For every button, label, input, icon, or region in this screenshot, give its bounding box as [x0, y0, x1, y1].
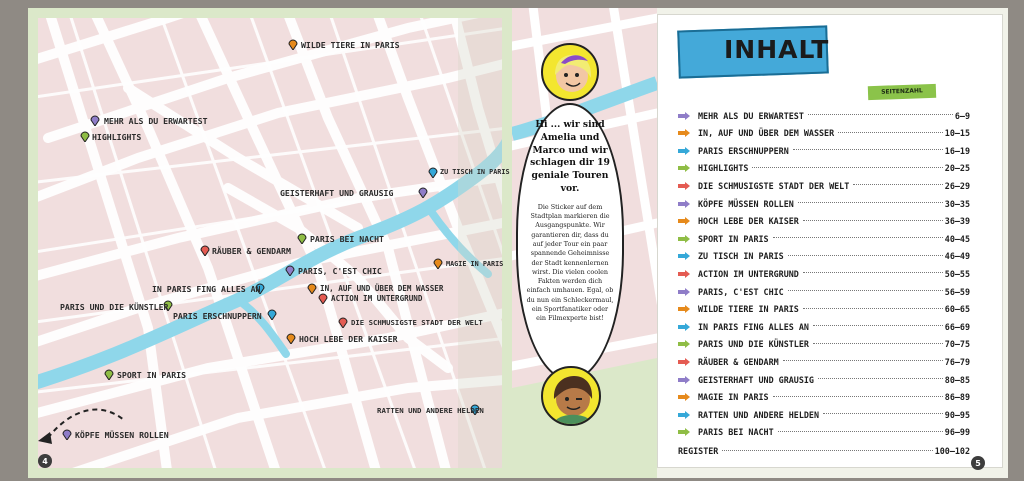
amelia-avatar	[541, 43, 599, 101]
toc-title: HIGHLIGHTS	[698, 163, 749, 174]
toc-row[interactable]	[678, 354, 970, 369]
map-label-geisterhaft: GEISTERHAFT UND GRAUSIG	[280, 188, 394, 198]
toc-page-range: 6–9	[954, 110, 970, 121]
arrow-icon	[678, 182, 690, 190]
map-pin-sport	[104, 368, 114, 380]
map-label-untergrund: ACTION IM UNTERGRUND	[331, 294, 423, 303]
toc-page-range: 60–65	[944, 304, 970, 315]
toc-title: MAGIE IN PARIS	[698, 392, 769, 403]
map-pin-geisterhaft	[418, 186, 428, 198]
toc-title: PARIS, C'EST CHIC	[698, 286, 784, 297]
toc-page-range: 10–15	[944, 128, 970, 139]
arrow-icon	[678, 393, 690, 401]
toc-row[interactable]	[678, 143, 970, 158]
toc-title: GEISTERHAFT UND GRAUSIG	[698, 374, 814, 385]
toc-row[interactable]	[678, 302, 970, 317]
map-label-wilde-tiere: WILDE TIERE IN PARIS	[301, 40, 400, 50]
arrow-icon	[678, 112, 690, 120]
map-label-raeuber: RÄUBER & GENDARM	[212, 246, 291, 256]
map-label-koepfe: KÖPFE MÜSSEN ROLLEN	[75, 430, 169, 440]
map-pin-bei-nacht	[297, 232, 307, 244]
map-pin-koepfe	[62, 428, 72, 440]
bubble-sub-text: Die Sticker auf dem Stadtplan markieren die Ausgangspunkte. Wir garantieren dir, dass du auf jeder Tour ein paar spannende Geheimnisse der Stadt kennenlernen wirst. Die vielen coolen Fakten werden dich einfach umhauen. Egal, ob du nun ein Schleckermaul, ein Sportfanatiker oder ein Filmexperte bist!	[526, 202, 614, 323]
toc-page-range: 20–25	[944, 163, 970, 174]
arrow-icon	[678, 305, 690, 313]
map-pin-raeuber	[200, 244, 210, 256]
arrow-icon	[678, 147, 690, 155]
toc-row[interactable]	[678, 249, 970, 264]
page-number-left: 4	[38, 454, 52, 468]
toc-dots	[808, 114, 953, 115]
toc-title: PARIS ERSCHNUPPERN	[698, 145, 789, 156]
toc-row[interactable]	[678, 266, 970, 281]
arrow-icon	[678, 235, 690, 243]
toc-title: ZU TISCH IN PARIS	[698, 251, 784, 262]
toc-dots	[773, 237, 943, 238]
toc-dots	[773, 396, 943, 397]
toc-title: PARIS BEI NACHT	[698, 427, 774, 438]
toc-page-range: 86–89	[944, 392, 970, 403]
register-row[interactable]	[678, 446, 970, 456]
toc-title: MEHR ALS DU ERWARTEST	[698, 110, 804, 121]
arrow-icon	[678, 340, 690, 348]
map-label-bei-nacht: PARIS BEI NACHT	[310, 234, 384, 244]
toc-dots	[853, 184, 943, 185]
toc-title: RATTEN UND ANDERE HELDEN	[698, 409, 820, 420]
bubble-main-text: Hi ... wir sind Amelia und Marco und wir schlagen dir 19 geniale Touren vor.	[530, 119, 610, 194]
arrow-icon	[678, 376, 690, 384]
toc-row[interactable]	[678, 337, 970, 352]
toc-row[interactable]	[678, 178, 970, 193]
toc-row[interactable]	[678, 407, 970, 422]
toc-dots	[838, 132, 943, 133]
toc-dots	[788, 255, 943, 256]
toc-dots	[803, 220, 943, 221]
map-pin-schmusigste	[338, 316, 348, 328]
arrow-icon	[678, 428, 690, 436]
toc-title: IN, AUF UND ÜBER DEM WASSER	[698, 128, 835, 139]
toc-title: IN PARIS FING ALLES AN	[698, 321, 809, 332]
toc-page-range: 76–79	[944, 356, 970, 367]
toc-dots	[823, 413, 943, 414]
toc-dots	[803, 272, 943, 273]
toc-row[interactable]	[678, 284, 970, 299]
arrow-icon	[678, 200, 690, 208]
map-label-magie: MAGIE IN PARIS	[446, 260, 504, 268]
marco-avatar	[541, 366, 601, 426]
toc-page-range: 16–19	[944, 145, 970, 156]
map-label-zu-tisch: ZU TISCH IN PARIS	[440, 168, 510, 176]
map-pin-wilde-tiere	[288, 38, 298, 50]
toc-row[interactable]	[678, 425, 970, 440]
arrow-icon	[678, 411, 690, 419]
toc-title: PARIS UND DIE KÜNSTLER	[698, 339, 809, 350]
register-pages: 100–102	[934, 446, 970, 456]
map-pin-kaiser	[286, 332, 296, 344]
map-label-fing-alles-an: IN PARIS FING ALLES AN	[152, 284, 261, 294]
toc-title: RÄUBER & GENDARM	[698, 356, 779, 367]
toc-row[interactable]	[678, 161, 970, 176]
page-number-right: 5	[971, 456, 985, 470]
arrow-icon	[678, 323, 690, 331]
map-label-kuenstler: PARIS UND DIE KÜNSTLER	[60, 302, 169, 312]
toc-row[interactable]	[678, 214, 970, 229]
map-pin-erschnuppern	[267, 308, 277, 320]
toc-page-range: 30–35	[944, 198, 970, 209]
toc-row[interactable]	[678, 390, 970, 405]
arrow-icon	[678, 288, 690, 296]
map-label-ratten: RATTEN UND ANDERE HELDEN	[377, 406, 484, 415]
toc-title: KÖPFE MÜSSEN ROLLEN	[698, 198, 794, 209]
toc-page-range: 96–99	[944, 427, 970, 438]
toc-title: WILDE TIERE IN PARIS	[698, 304, 799, 315]
register-title: REGISTER	[678, 446, 719, 456]
arrow-icon	[678, 164, 690, 172]
toc-dots	[818, 378, 943, 379]
toc-title: SPORT IN PARIS	[698, 233, 769, 244]
toc-title: HOCH LEBE DER KAISER	[698, 216, 799, 227]
toc-dots	[803, 308, 943, 309]
arrow-icon	[678, 358, 690, 366]
arrow-icon	[678, 270, 690, 278]
toc-row[interactable]	[678, 372, 970, 387]
toc-dots	[752, 167, 942, 168]
toc-title: DIE SCHMUSIGSTE STADT DER WELT	[698, 180, 850, 191]
map-pin-chic	[285, 264, 295, 276]
map-pin-mehr-als	[90, 114, 100, 126]
toc-row[interactable]	[678, 231, 970, 246]
arrow-icon	[678, 252, 690, 260]
map-label-schmusigste: DIE SCHMUSIGSTE STADT DER WELT	[351, 318, 483, 327]
toc-dots	[813, 343, 943, 344]
map-label-sport: SPORT IN PARIS	[117, 370, 187, 380]
toc-dots	[788, 290, 943, 291]
register-dots	[722, 450, 932, 451]
page-title: INHALT	[724, 35, 830, 64]
toc-page-range: 90–95	[944, 409, 970, 420]
map-pin-untergrund	[318, 292, 328, 304]
toc-page-range: 56–59	[944, 286, 970, 297]
arrow-icon	[678, 217, 690, 225]
toc-title: ACTION IM UNTERGRUND	[698, 268, 799, 279]
arrow-icon	[678, 129, 690, 137]
map-pin-highlights	[80, 130, 90, 142]
map-label-erschnuppern: PARIS ERSCHNUPPERN	[173, 311, 262, 321]
toc-dots	[798, 202, 943, 203]
map-label-highlights: HIGHLIGHTS	[92, 132, 142, 142]
map-pin-wasser	[307, 282, 317, 294]
toc-page-range: 80–85	[944, 374, 970, 385]
toc-page-range: 50–55	[944, 268, 970, 279]
seitenzahl-label: SEITENZAHL	[868, 84, 936, 100]
toc-row[interactable]	[678, 319, 970, 334]
toc-page-range: 36–39	[944, 216, 970, 227]
map-label-wasser: IN, AUF UND ÜBER DEM WASSER	[320, 284, 444, 293]
toc-page-range: 26–29	[944, 180, 970, 191]
toc-row[interactable]	[678, 108, 970, 123]
toc-dots	[778, 431, 943, 432]
toc-page-range: 70–75	[944, 339, 970, 350]
speech-bubble	[516, 103, 624, 381]
toc-page-range: 40–45	[944, 233, 970, 244]
map-label-chic: PARIS, C'EST CHIC	[298, 266, 382, 276]
toc-dots	[813, 325, 943, 326]
toc-page-range: 46–49	[944, 251, 970, 262]
map-pin-zu-tisch	[428, 166, 438, 178]
map-pin-magie	[433, 257, 443, 269]
map-label-mehr-als: MEHR ALS DU ERWARTEST	[104, 116, 208, 126]
toc-row[interactable]	[678, 126, 970, 141]
toc-row[interactable]	[678, 196, 970, 211]
toc-dots	[783, 360, 943, 361]
toc-page-range: 66–69	[944, 321, 970, 332]
map-label-kaiser: HOCH LEBE DER KAISER	[299, 334, 398, 344]
toc-dots	[793, 149, 943, 150]
